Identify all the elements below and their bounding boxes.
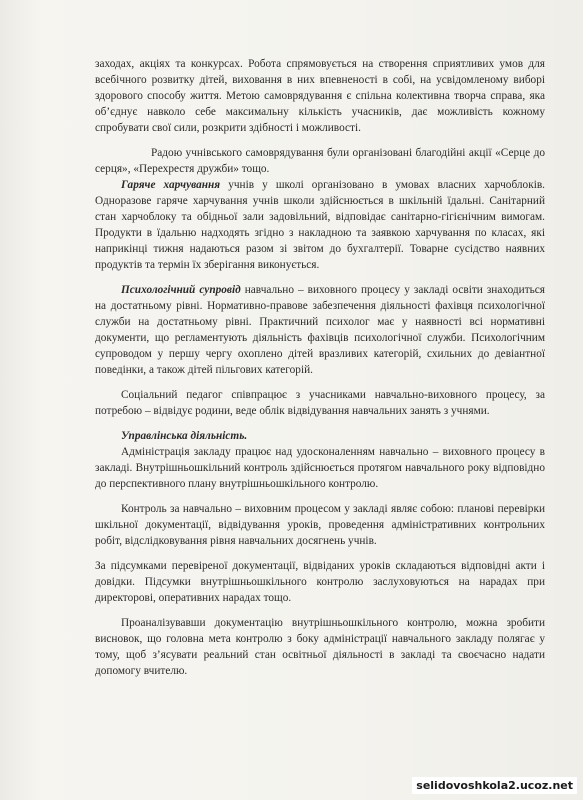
paragraph-self-government: заходах, акціях та конкурсах. Робота спрямовується на створення сприятливих умов для всебічного розвитку дітей, виховання в них впевненості в собі, на усвідомленому виборі здорового способу життя. Метою самоврядування є спільна колективна творча справа, яка об’єднує навколо себе максимальну кількість учасників, дає можливість кожному спробувати свої сили, розкрити здібності і можливості. <box>95 58 545 134</box>
heading-hot-meals: Гаряче харчування <box>121 179 221 191</box>
paragraph-hot-meals-text: учнів у школі організовано в умовах власних харчоблоків. Одноразове гаряче харчування учнів школи здійснюється в шкільній їдальні. Санітарний стан харчоблоку та обідньої зали задовільний, відповідає санітарно-гігієнічним вимогам. Продукти в їдальню надходять згідно з накладною та заявкою харчування по класах, які наприкінці тижня надаються разом зі звітом до бухгалтерії. Товарне сусідство наявних продуктів та термін їх зберігання виконується. <box>95 179 545 271</box>
paragraph-psych-support <box>95 282 545 378</box>
paragraph-charity: Радою учнівського самоврядування були організовані благодійні акції «Серце до серця», «Перехрестя дружби» тощо. <box>95 147 545 175</box>
heading-management: Управлінська діяльність. <box>121 430 248 442</box>
paragraph-administration: Адміністрація закладу працює над удосконаленням навчально – виховного процесу в закладі. Внутрішньошкільний контроль здійснюється протягом навчального року відповідно до перспективного плану внутрішньошкільного контролю. <box>95 446 545 490</box>
site-watermark: selidovoshkola2.ucoz.net <box>412 777 577 794</box>
page-edge-shadow <box>0 0 40 800</box>
paragraph-control: Контроль за навчально – виховним процесом у закладі являє собою: планові перевірки шкільної документації, відвідування уроків, проведення адміністративних контрольних робіт, відслідковування рівня навчальних досягнень учнів. <box>95 503 545 547</box>
heading-psych-support: Психологічний супровід <box>121 284 241 296</box>
paragraph-psych-support-text: навчально – виховного процесу у закладі освіти знаходиться на достатньому рівні. Нормативно-правове забезпечення діяльності фахівця психологічної служби на достатньому рівні. Практичний психолог має у наявності всі нормативні документи, що регламентують діяльність фахівців психологічної служби. Психологічним супроводом у першу чергу охоплено дітей вразливих категорій, схильних до девіантної поведінки, а також дітей пільгових категорій. <box>95 284 545 376</box>
document-body <box>95 56 545 679</box>
paragraph-social-pedagogue: Соціальний педагог співпрацює з учасниками навчально-виховного процесу, за потребою – відвідує родини, веде облік відвідування навчальних занять з учнями. <box>95 389 545 417</box>
paragraph-hot-meals <box>95 177 545 273</box>
paragraph-conclusion: Проаналізувавши документацію внутрішньошкільного контролю, можна зробити висновок, що головна мета контролю з боку адміністрації навчального закладу полягає у тому, щоб з’ясувати реальний стан освітньої діяльності в закладі та своєчасно надати допомогу вчителю. <box>95 617 545 677</box>
paragraph-results: За підсумками перевіреної документації, відвіданих уроків складаються відповідні акти і довідки. Підсумки внутрішньошкільного контролю заслуховуються на нарадах при директорові, оперативних нарадах тощо. <box>95 560 545 604</box>
